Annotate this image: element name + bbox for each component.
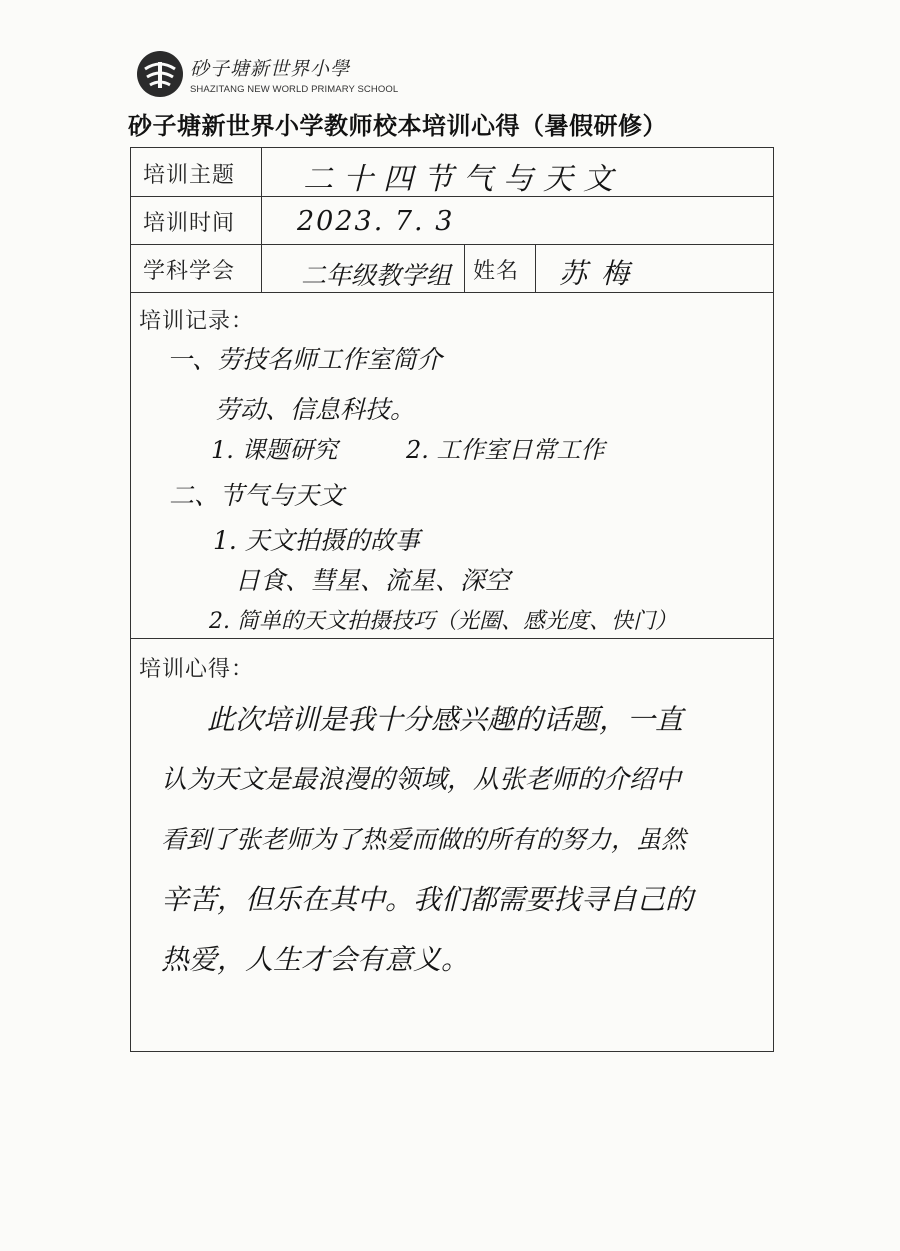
- section-divider: [131, 638, 773, 639]
- name-value: 苏梅: [559, 257, 644, 290]
- school-name-cn: 砂子塘新世界小學: [190, 57, 351, 80]
- training-form: [130, 147, 774, 1052]
- reflection-line: 辛苦，但乐在其中。我们都需要找寻自己的: [161, 883, 694, 916]
- time-value: 2023. 7. 3: [297, 206, 455, 237]
- subject-label: 学科学会: [143, 259, 236, 284]
- time-label: 培训时间: [143, 211, 236, 236]
- subject-value: 二年级教学组: [301, 261, 452, 290]
- reflection-line: 看到了张老师为了热爱而做的所有的努力，虽然: [161, 825, 687, 854]
- label-column-divider: [261, 148, 262, 292]
- record-line: 1. 天文拍摄的故事: [213, 526, 420, 555]
- row-divider: [131, 244, 773, 245]
- page-title: 砂子塘新世界小学教师校本培训心得（暑假研修）: [128, 112, 667, 140]
- school-logo: [136, 50, 398, 98]
- topic-value: 二十四节气与天文: [303, 162, 623, 197]
- school-emblem-icon: [136, 50, 184, 98]
- school-name-en: SHAZITANG NEW WORLD PRIMARY SCHOOL: [190, 83, 399, 95]
- row-divider: [131, 292, 773, 293]
- name-value-divider: [535, 244, 536, 292]
- name-label: 姓名: [473, 259, 520, 284]
- reflection-line: 认为天文是最浪漫的领域，从张老师的介绍中: [161, 765, 682, 795]
- record-label: 培训记录：: [139, 309, 255, 334]
- reflection-line: 此次培训是我十分感兴趣的话题，一直: [207, 703, 684, 736]
- record-line: 一、劳技名师工作室简介: [167, 345, 443, 374]
- record-line: 劳动、信息科技。: [215, 395, 416, 424]
- topic-label: 培训主题: [143, 163, 236, 188]
- name-column-divider: [464, 244, 465, 292]
- reflection-line: 热爱，人生才会有意义。: [161, 943, 470, 976]
- record-line: 二、节气与天文: [169, 481, 345, 510]
- record-line: 2. 简单的天文拍摄技巧（光圈、感光度、快门）: [209, 609, 677, 634]
- reflection-label: 培训心得：: [139, 657, 255, 682]
- record-line: 日食、彗星、流星、深空: [235, 566, 511, 595]
- record-line: 2. 工作室日常工作: [406, 436, 605, 464]
- record-line: 1. 课题研究: [211, 436, 338, 464]
